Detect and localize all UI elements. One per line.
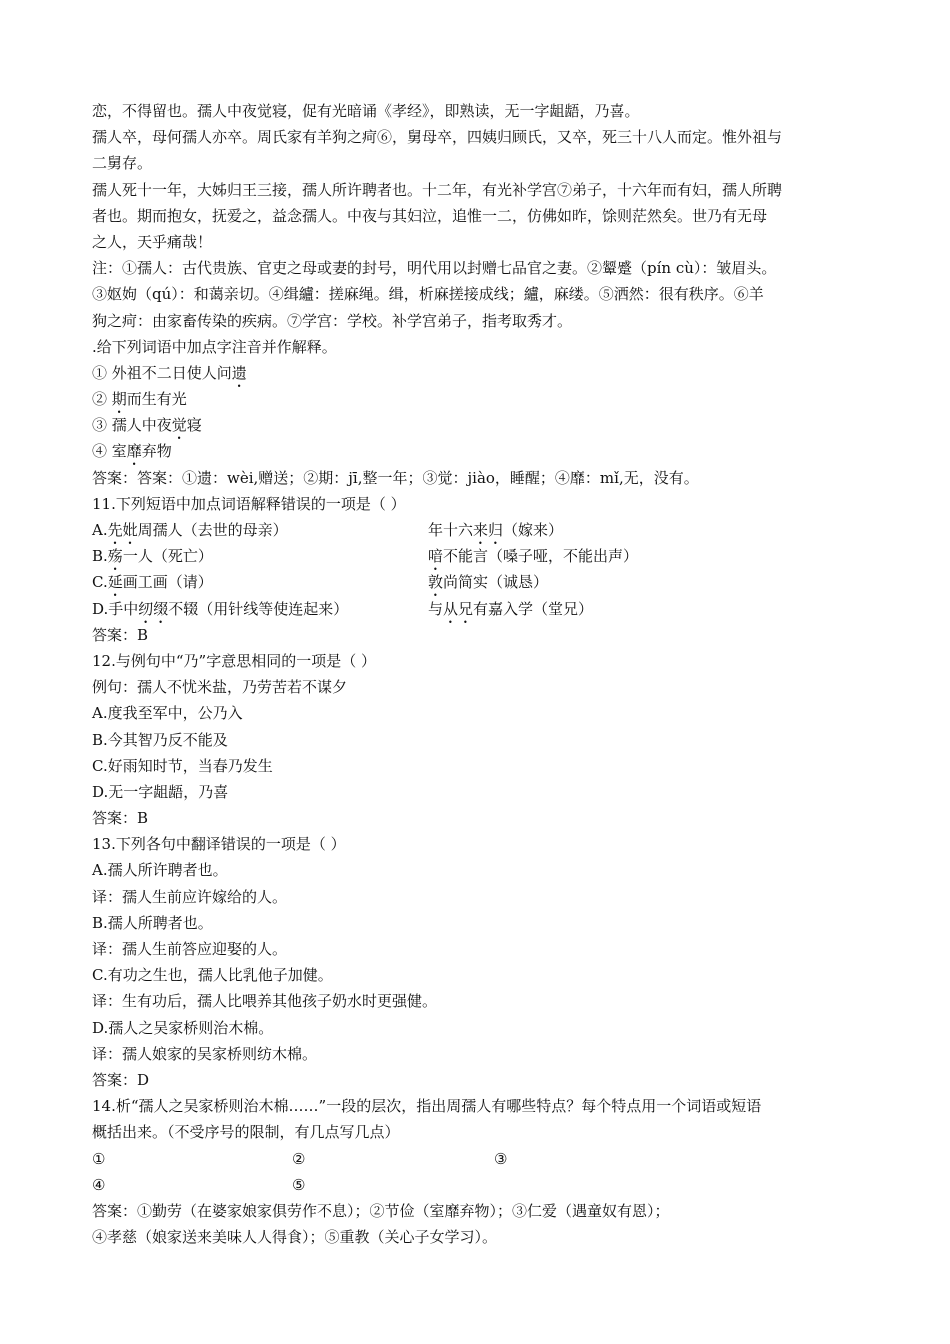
answer: 答案：①勤劳（在婆家娘家俱劳作不息）；②节俭（室靡弃物）；③仁爱（遇童奴有恩）； bbox=[92, 1201, 670, 1220]
item-text: 而生有光 bbox=[126, 390, 187, 409]
question-prompt: 概括出来。（不受序号的限制，有几点写几点） bbox=[92, 1123, 400, 1142]
note-line: ③妪姁（qú）：和蔼亲切。④缉纑：搓麻绳。缉，析麻搓接成线；纑，麻缕。⑤洒然：很有秩序。⑥羊 bbox=[92, 285, 764, 304]
dotted-char: 来归 bbox=[473, 521, 504, 539]
passage-line: 者也。期而抱女，抚爱之，益念孺人。中夜与其妇泣，追惟一二，仿佛如昨，馀则茫然矣。世乃有无母 bbox=[92, 206, 768, 225]
answer: 答案：D bbox=[92, 1070, 150, 1089]
option: D.无一字龃龉，乃喜 bbox=[92, 782, 229, 801]
option-left: B.殇一人（死亡） bbox=[92, 547, 213, 566]
question-10 bbox=[92, 334, 882, 491]
notes bbox=[92, 255, 882, 334]
dotted-char: 延 bbox=[107, 573, 123, 592]
question-13 bbox=[92, 831, 882, 1093]
blank-row bbox=[92, 1146, 882, 1172]
dotted-char: 期 bbox=[111, 390, 127, 409]
option-right: 年十六来归（嫁来） bbox=[428, 521, 564, 539]
option: A.度我至军中，公乃入 bbox=[92, 704, 243, 723]
question-prompt: 14.析“孺人之吴家桥则治木棉……”一段的层次，指出周孺人有哪些特点？每个特点用一个词语或短语 bbox=[92, 1097, 762, 1116]
translation: 译：孺人生前应许嫁给的人。 bbox=[92, 887, 288, 906]
question-item bbox=[92, 360, 882, 386]
option: C.有功之生也，孺人比乳他子加健。 bbox=[92, 966, 333, 985]
dotted-char: 靡 bbox=[126, 442, 142, 461]
translation: 译：孺人娘家的吴家桥则纺木棉。 bbox=[92, 1044, 318, 1063]
option-right: 与从兄有嘉入学（堂兄） bbox=[428, 599, 594, 618]
answer: 答案：B bbox=[92, 625, 149, 644]
dotted-char: 从兄 bbox=[443, 599, 474, 618]
option-left: A.先妣周孺人（去世的母亲） bbox=[92, 521, 288, 539]
item-text: 弃物 bbox=[141, 442, 172, 461]
item-text: ④ 室 bbox=[92, 442, 127, 461]
item-text: ① 外祖不二日使人问 bbox=[92, 363, 232, 382]
question-14 bbox=[92, 1093, 882, 1250]
dotted-char: 喑 bbox=[428, 547, 444, 566]
item-text: ③ 孺人中夜 bbox=[92, 416, 172, 435]
blank-marker: ③ bbox=[494, 1149, 508, 1168]
passage-line: 二舅存。 bbox=[92, 154, 153, 173]
passage bbox=[92, 98, 882, 255]
option-right: 敦尚简实（诚恳） bbox=[428, 573, 549, 592]
question-item bbox=[92, 412, 882, 438]
option: D.孺人之吴家桥则治木棉。 bbox=[92, 1018, 274, 1037]
answer: 答案：B bbox=[92, 809, 149, 828]
dotted-char: 先妣 bbox=[107, 521, 138, 539]
option-row bbox=[92, 543, 882, 569]
question-prompt: 12.与例句中“乃”字意思相同的一项是（ ） bbox=[92, 651, 376, 670]
passage-line: 恋，不得留也。孺人中夜觉寝，促有光暗诵《孝经》，即熟读，无一字龃龉，乃喜。 bbox=[92, 102, 640, 120]
passage-line: 之人，天乎痛哉！ bbox=[92, 232, 213, 251]
dotted-char: 殇 bbox=[107, 547, 123, 566]
option-row bbox=[92, 517, 882, 543]
option-right: 喑不能言（嗓子哑，不能出声） bbox=[428, 547, 639, 566]
question-prompt: 11.下列短语中加点词语解释错误的一项是（ ） bbox=[92, 494, 406, 513]
dotted-char: 纫缀 bbox=[138, 599, 169, 618]
question-12 bbox=[92, 648, 882, 831]
blank-marker: ② bbox=[292, 1149, 306, 1168]
example-sentence: 例句：孺人不忧米盐，乃劳苦若不谋夕 bbox=[92, 678, 348, 697]
answer: ④孝慈（娘家送来美味人人得食）；⑤重教（关心子女学习）。 bbox=[92, 1228, 498, 1247]
option: C.好雨知时节，当春乃发生 bbox=[92, 756, 273, 775]
item-text: 寝 bbox=[186, 416, 202, 435]
blank-marker: ④ bbox=[92, 1175, 106, 1194]
passage-line: 孺人卒，母何孺人亦卒。周氏家有羊狗之疴⑥，舅母卒，四姨归顾氏，又卒，死三十八人而定。惟外祖与 bbox=[92, 128, 783, 147]
option: B.孺人所聘者也。 bbox=[92, 913, 213, 932]
translation: 译：生有功后，孺人比喂养其他孩子奶水时更强健。 bbox=[92, 992, 438, 1011]
question-11 bbox=[92, 491, 882, 648]
dotted-char: 遗 bbox=[231, 363, 247, 382]
blank-marker: ① bbox=[92, 1149, 106, 1168]
question-prompt: 13.下列各句中翻译错误的一项是（ ） bbox=[92, 835, 346, 854]
note-line: 注：①孺人：古代贵族、官吏之母或妻的封号，明代用以封赠七品官之妻。②颦蹙（pín cù）：皱眉头。 bbox=[92, 259, 777, 278]
option: B.今其智乃反不能及 bbox=[92, 730, 228, 749]
option-row bbox=[92, 596, 882, 622]
option: A.孺人所许聘者也。 bbox=[92, 861, 228, 880]
answer: 答案：答案：①遗：wèi,赠送；②期：jī,整一年；③觉：jiào，睡醒；④靡：mǐ,无，没有。 bbox=[92, 468, 699, 487]
option-row bbox=[92, 569, 882, 595]
item-text: ② bbox=[92, 390, 112, 409]
option-left: C.延画工画（请） bbox=[92, 573, 213, 592]
question-prompt: .给下列词语中加点字注音并作解释。 bbox=[92, 337, 337, 356]
question-item bbox=[92, 438, 882, 464]
dotted-char: 敦 bbox=[428, 573, 444, 592]
dotted-char: 觉 bbox=[171, 416, 187, 435]
note-line: 狗之疴：由家畜传染的疾病。⑦学宫：学校。补学宫弟子，指考取秀才。 bbox=[92, 311, 573, 330]
blank-row bbox=[92, 1172, 882, 1198]
passage-line: 孺人死十一年，大姊归王三接，孺人所许聘者也。十二年，有光补学宫⑦弟子，十六年而有妇，孺人所聘 bbox=[92, 180, 783, 199]
option-left: D.手中纫缀不辍（用针线等使连起来） bbox=[92, 599, 349, 618]
translation: 译：孺人生前答应迎娶的人。 bbox=[92, 940, 288, 958]
question-item bbox=[92, 386, 882, 412]
document-page bbox=[92, 98, 882, 1250]
blank-marker: ⑤ bbox=[292, 1175, 306, 1194]
